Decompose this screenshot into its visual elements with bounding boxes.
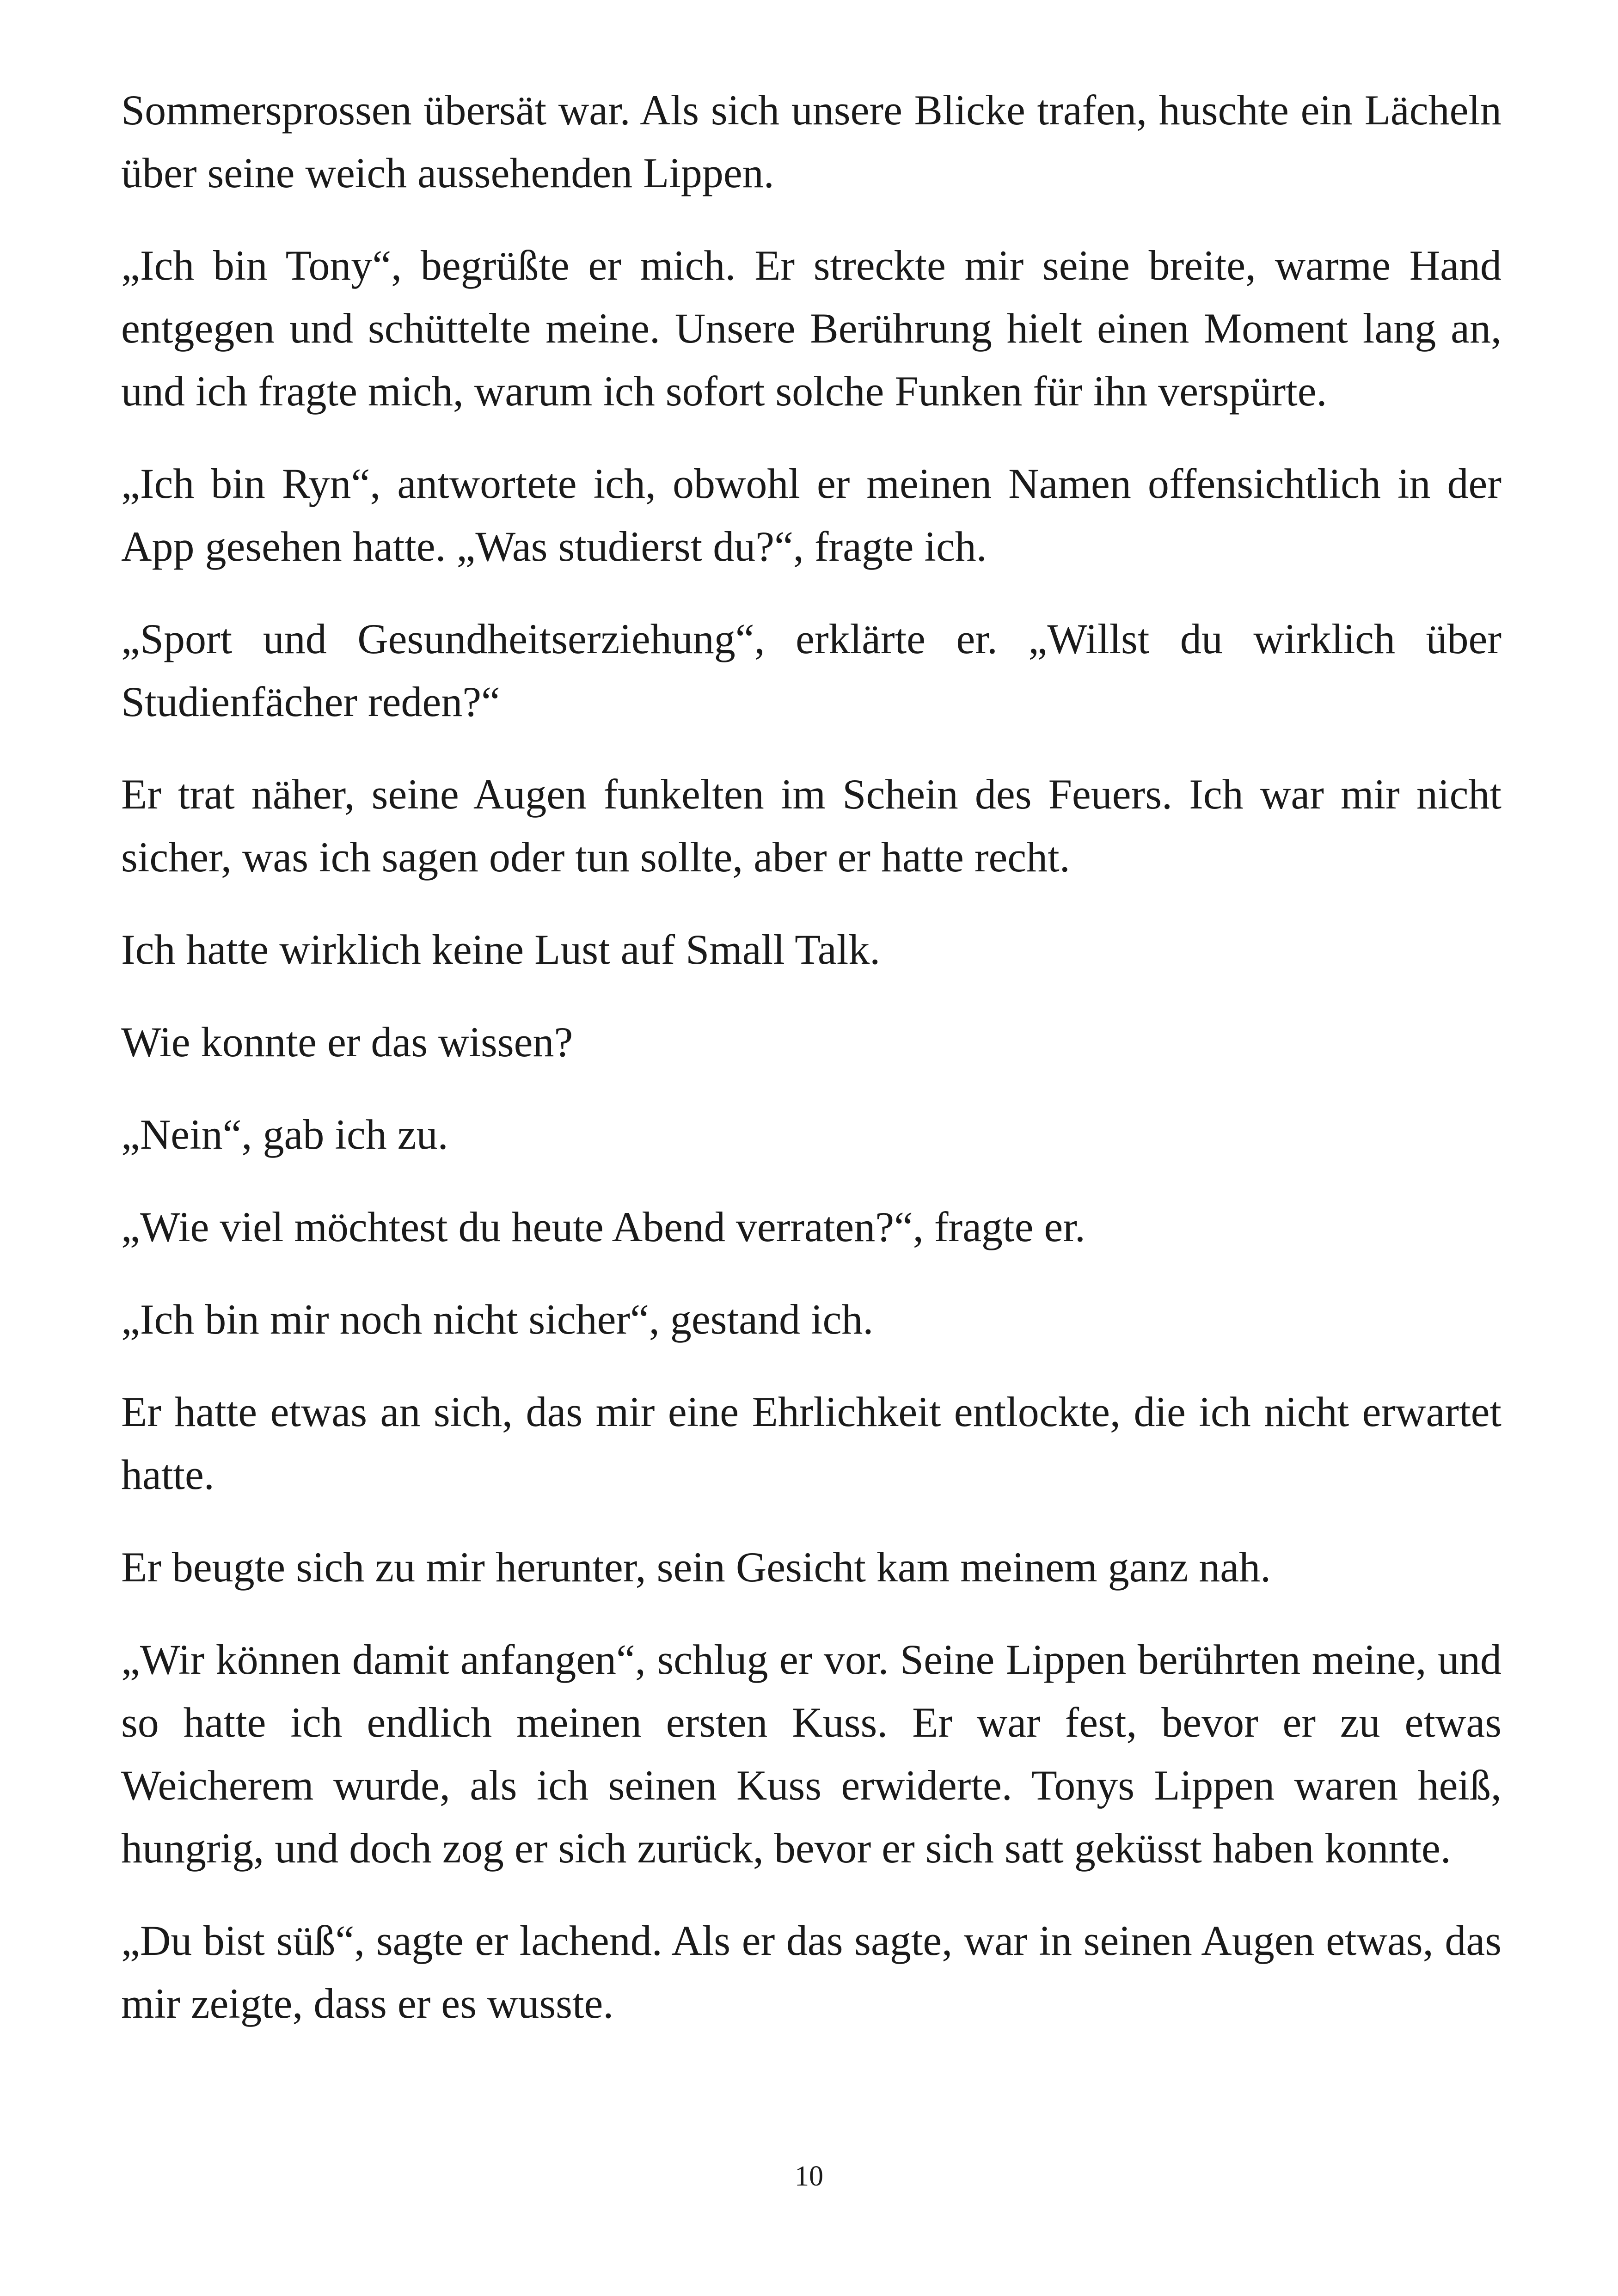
- paragraph: Sommersprossen übersät war. Als sich unsere Blicke trafen, huschte ein Lächeln über seine weich aussehenden Lippen.: [121, 86, 1502, 196]
- paragraph: „Wie viel möchtest du heute Abend verraten?“, fragte er.: [121, 1203, 1085, 1250]
- paragraph: Wie konnte er das wissen?: [121, 1018, 573, 1065]
- paragraph: Er hatte etwas an sich, das mir eine Ehrlichkeit entlockte, die ich nicht erwartet hatte.: [121, 1388, 1502, 1498]
- paragraph: Er beugte sich zu mir herunter, sein Gesicht kam meinem ganz nah.: [121, 1543, 1271, 1591]
- body-text: [121, 79, 1502, 2064]
- paragraph: „Wir können damit anfangen“, schlug er vor. Seine Lippen berührten meine, und so hatte ich endlich meinen ersten Kuss. Er war fest, bevor er zu etwas Weicherem wurde, als ich seinen Kuss erwiderte. Tonys Lippen waren heiß, hungrig, und doch zog er sich zurück, bevor er sich satt geküsst haben konnte.: [121, 1636, 1502, 1872]
- paragraph: „Ich bin Tony“, begrüßte er mich. Er streckte mir seine breite, warme Hand entgegen und schüttelte meine. Unsere Berührung hielt einen Moment lang an, und ich fragte mich, warum ich sofort solche Funken für ihn verspürte.: [121, 242, 1502, 415]
- paragraph: Ich hatte wirklich keine Lust auf Small Talk.: [121, 926, 881, 973]
- paragraph: „Sport und Gesundheitserziehung“, erklärte er. „Willst du wirklich über Studienfächer reden?“: [121, 615, 1502, 725]
- paragraph: „Ich bin Ryn“, antwortete ich, obwohl er meinen Namen offensichtlich in der App gesehen hatte. „Was studierst du?“, fragte ich.: [121, 460, 1502, 570]
- paragraph: Er trat näher, seine Augen funkelten im Schein des Feuers. Ich war mir nicht sicher, was ich sagen oder tun sollte, aber er hatte recht.: [121, 771, 1502, 881]
- page-number: 10: [795, 2161, 823, 2192]
- paragraph: „Ich bin mir noch nicht sicher“, gestand ich.: [121, 1296, 874, 1343]
- paragraph: „Du bist süß“, sagte er lachend. Als er das sagte, war in seinen Augen etwas, das mir zeigte, dass er es wusste.: [121, 1917, 1502, 2027]
- paragraph: „Nein“, gab ich zu.: [121, 1111, 448, 1158]
